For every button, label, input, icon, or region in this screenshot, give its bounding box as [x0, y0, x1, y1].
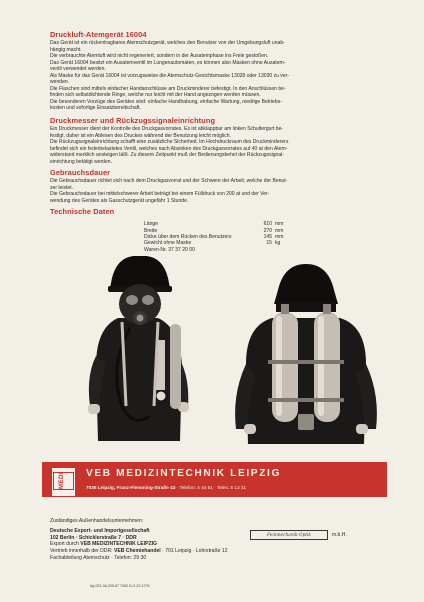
section-title-specs: Technische Daten — [50, 207, 115, 217]
company-stamp: Feinmechanik-Optik — [250, 530, 328, 540]
spec-article-number: Waren-Nr. 37 37 20 00 — [144, 246, 195, 253]
footer-department-line: Fachabteilung Atemschutz · Telefon: 29 30 — [50, 554, 147, 561]
spec-label: Breite — [144, 227, 158, 234]
company-address — [86, 485, 382, 490]
section-pressure-gauge — [50, 116, 384, 165]
photo-front-view — [78, 256, 198, 441]
spec-unit: mm — [275, 234, 284, 241]
section-device — [50, 30, 384, 112]
footer-exporter-address: 102 Berlin · Schicklerstraße 7 · DDR — [50, 534, 137, 541]
company-name: VEB MEDIZINTECHNIK LEIPZIG — [86, 468, 281, 479]
address-street: 7035 Leipzig, Franz-Flemming-Straße 43 — [86, 485, 176, 490]
company-banner — [42, 462, 387, 497]
stamp-suffix: m.b.H. — [332, 532, 347, 538]
spec-value: 610 — [263, 221, 272, 228]
spec-unit: kg — [275, 240, 281, 247]
footer-export-line: Export durch VEB MEDIZINTECHNIK LEIPZIG — [50, 541, 157, 548]
footer-exporter-name: Deutsche Export- und Importgesellschaft — [50, 527, 150, 534]
footer-distribution-line: Vertrieb innerhalb der DDR: VEB Chemiehandel · 701 Leipzig · Lohrstraße 12 — [50, 548, 228, 555]
section-body-device: Das Gerät ist ein rückentragbares Atemschutzgerät, welches den Benutzer von der Umgebungsluft unab- hängig macht. Die verbrauchte Atemluft wird nicht regeneriert, sondern in der Ausatemphase ins Freie gestoßen. Das Gerät 16004 besitzt ein Ausatemventil im Lungenautomaten, es können also Masken ohne Ausatem- ventil verwendet werden. Als Maske für das Gerät 16004 ist vorzugsweise die Atemschutz-Gesichtsmaske 13028 oder 13030 zu ver- wenden. Die Flaschen sind mittels einfacher Handanschlüsse am Druckminderer befestigt. In den Anschlüssen be- finden sich selbstdichtende Ringe, welche nur leicht mit der Hand angezogen werden müssen. Die besonderen Vorzüge des Gerätes sind: einfache Handhabung, einfache Wartung, niedrige Betriebs- kosten und sofortige Einsatzbereitschaft. — [50, 40, 290, 112]
spec-label: Dicke über dem Rücken des Benutzers — [144, 234, 232, 241]
text-content — [50, 30, 384, 253]
medi-logo — [52, 468, 75, 496]
product-photos — [70, 238, 400, 448]
section-title-device: Druckluft-Atemgerät 16004 — [50, 30, 147, 39]
spec-unit: mm — [275, 227, 284, 234]
photo-back-view — [226, 264, 386, 444]
spec-label: Länge — [144, 221, 159, 228]
footer-heading: Zuständiges Außenhandelsunternehmen: — [50, 518, 144, 524]
section-body-pressure: Ein Druckmesser dient der Kontrolle des Druckgasvorrates. Es ist abklappbar am linken Schultergurt be- festigt, daher ist ein Ablesen des Druckes während der Benutzung leicht möglich. Die Rückzugssignaleinrichtung schafft eine zusätzliche Sicherheit. Im Hochdruckraum des Druckminderers befindet sich ein federbelastetes Ventil, welches nach Absinken des Druckgasvorrates auf 40 at den Atem- widerstand merklich ansteigen läßt. Zu diesem Zeitpunkt muß der Bedienungsbehel der Rückzugssignal- einrichtung betätigt werden. — [50, 126, 289, 165]
logo-text: MEDI — [53, 472, 74, 490]
spec-value: 145 — [263, 234, 272, 241]
spec-value: 15 — [266, 240, 272, 247]
spec-label: Gewicht ohne Maske — [144, 240, 192, 247]
section-title-pressure: Druckmesser und Rückzugssignaleinrichtung — [50, 116, 216, 126]
section-duration — [50, 168, 384, 204]
section-body-duration: Die Gebrauchsdauer richtet sich nach dem Druckgasvorrat und der Schwere der Arbeit, welche der Benut- zer leistet. Die Gebrauchsdauer bei mittelschwerer Arbeit beträgt bei einem Fülldruck von 200 at und der Ver- wendung des Gerätes als Gasschutzgerät ungefähr 1 Stunde. — [50, 178, 288, 204]
address-phone-telex: · Telefon: 4 44 51 · Telex: 5 13 31 — [175, 485, 247, 490]
spec-unit: mm — [275, 221, 284, 228]
section-title-duration: Gebrauchsdauer — [50, 168, 111, 178]
print-code: Ag 023-36-205-67 7060 IV-2-23 1276 — [90, 584, 150, 588]
spec-value: 270 — [263, 227, 272, 234]
